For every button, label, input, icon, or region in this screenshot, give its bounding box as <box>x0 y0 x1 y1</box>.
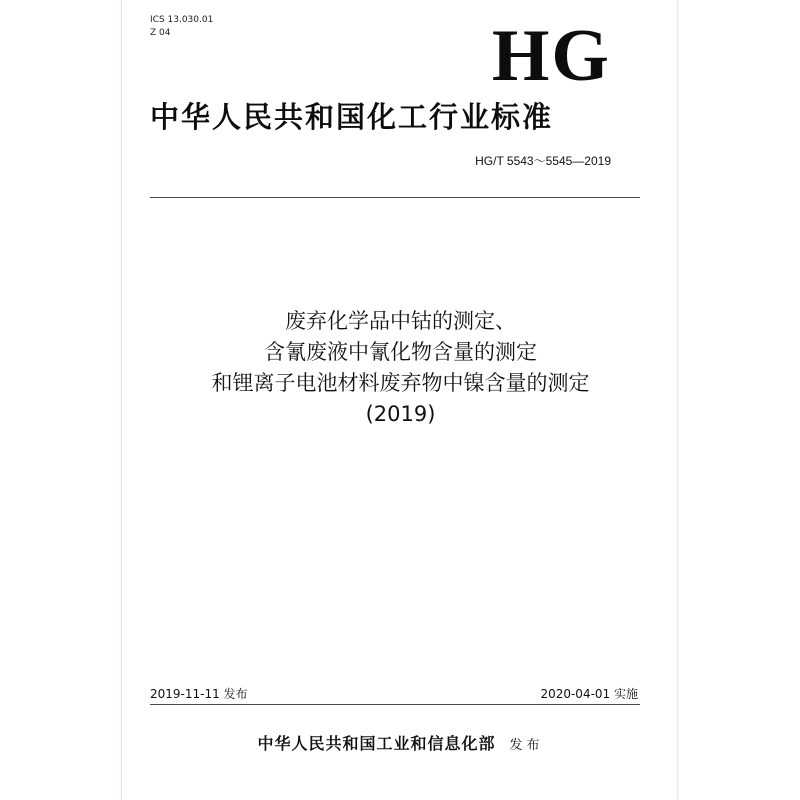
bottom-divider <box>150 704 640 705</box>
ics-code: ICS 13.030.01 <box>150 15 214 25</box>
ccs-code: Z 04 <box>150 28 171 38</box>
classification-codes <box>150 14 213 40</box>
issue-date: 2019-11-11 发布 <box>150 687 248 701</box>
publisher-organization: 中华人民共和国工业和信息化部 <box>257 734 496 753</box>
title-line-2: 含氰废液中氰化物含量的测定 <box>264 340 537 364</box>
publisher-label: 发布 <box>509 738 544 753</box>
title-line-4: (2019) <box>365 402 436 426</box>
standard-cover <box>121 0 678 800</box>
document-title <box>122 306 679 430</box>
title-line-1: 废弃化学品中钴的测定、 <box>285 309 516 333</box>
publisher <box>122 733 679 757</box>
standard-category-name: 中华人民共和国化工行业标准 <box>150 100 554 134</box>
top-divider <box>150 197 640 198</box>
title-line-3: 和锂离子电池材料废弃物中镍含量的测定 <box>211 371 590 395</box>
standard-number: HG/T 5543～5545—2019 <box>475 154 611 168</box>
implement-date: 2020-04-01 实施 <box>540 687 638 701</box>
hg-logo: HG <box>491 15 611 97</box>
